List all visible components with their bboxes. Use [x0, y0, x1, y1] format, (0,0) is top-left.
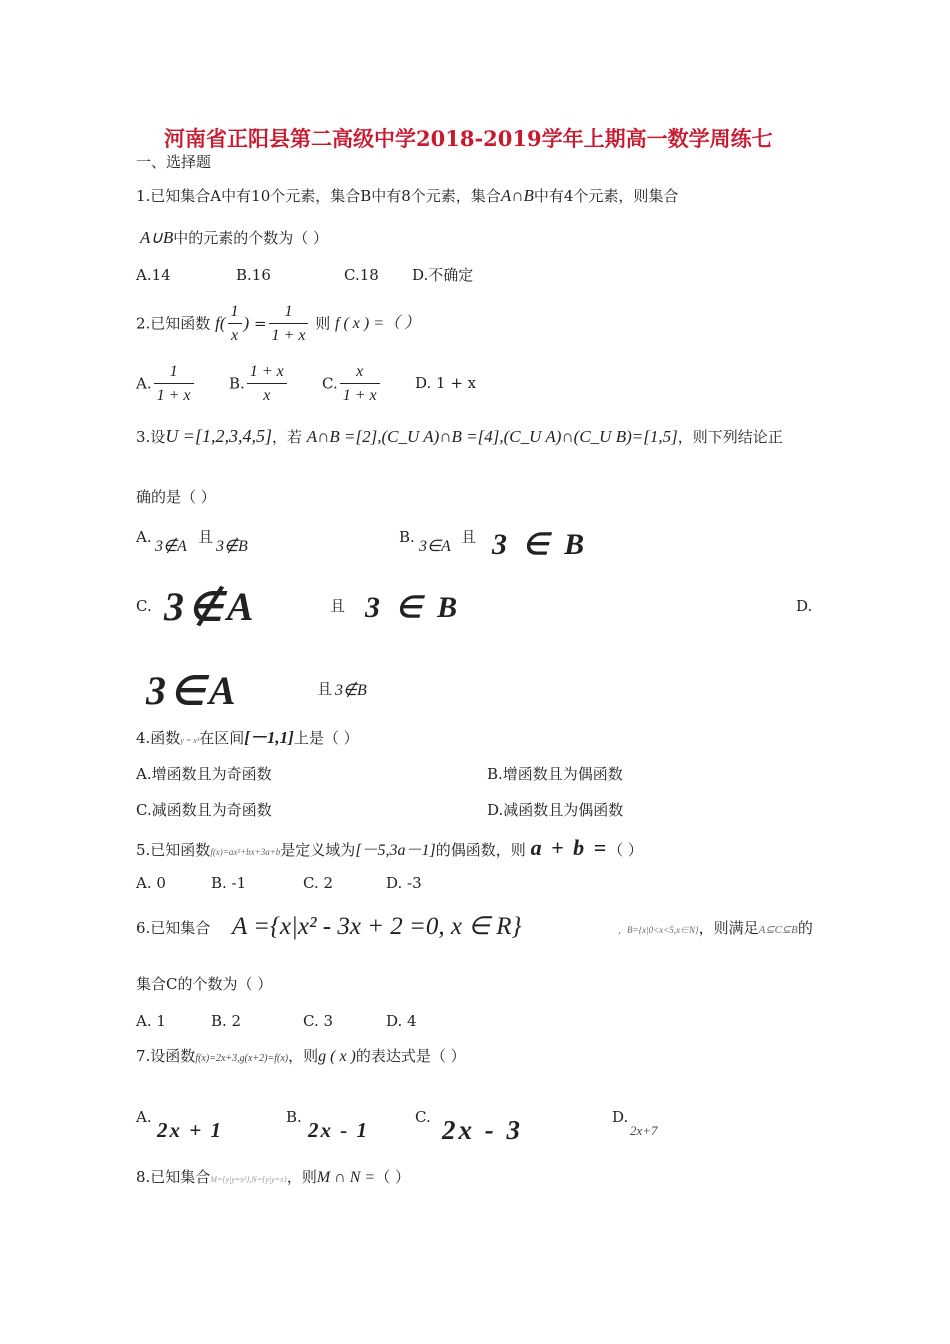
q5-option-b[interactable]: B. -1	[211, 874, 247, 892]
q3-universal-set: U =[1,2,3,4,5]	[165, 426, 272, 446]
q1-option-d[interactable]: D.不确定	[412, 266, 474, 284]
q1-text-b: 中有4个元素，则集合	[533, 187, 679, 205]
q6-relation: A⊆C⊆B	[758, 924, 798, 936]
question-7: 7.设函数f(x)=2x+3,g(x+2)=f(x)，则g ( x )的表达式是（ ）	[136, 1047, 466, 1065]
q5-function: f(x)=ax²+bx+3a+b	[210, 847, 281, 857]
q2-option-a[interactable]: A. $\frac{1}{1 + x}$	[136, 362, 196, 405]
q7-a-expr: 2x + 1	[157, 1118, 223, 1142]
q2-option-c[interactable]: C. $\frac{x}{1 + x}$	[322, 362, 382, 405]
q7-option-c[interactable]: C.	[415, 1108, 431, 1126]
q4-function: y = x³	[180, 736, 200, 745]
q7-d-expr: 2x+7	[630, 1123, 658, 1138]
q3-option-c[interactable]: C.	[136, 597, 152, 615]
question-8: 8.已知集合M={y|y=x²},N={y|y=x}，则M ∩ N =（ ）	[136, 1168, 410, 1186]
q3-b-term1: 3∈A	[419, 538, 451, 555]
question-1-line-1	[136, 186, 678, 206]
q6-option-a[interactable]: A. 1	[136, 1012, 166, 1030]
q5-option-a[interactable]: A. 0	[136, 874, 166, 892]
q3-conditions: A∩B =[2],(C_U A)∩B =[4],(C_U A)∩(C_U B)=[1,5]	[306, 427, 678, 446]
q7-function: f(x)=2x+3,g(x+2)=f(x)	[195, 1053, 289, 1064]
q6-option-b[interactable]: B. 2	[211, 1012, 242, 1030]
question-6-line-2: 集合C的个数为（ ）	[136, 975, 273, 993]
q3-d-term2: 3∉B	[335, 682, 367, 699]
q3-option-a[interactable]: A.	[136, 528, 152, 546]
question-5: 5.已知函数f(x)=ax²+bx+3a+b是定义域为[－5,3a－1]的偶函数，则 a + b =（ ）	[136, 835, 643, 860]
q4-option-d[interactable]: D.减函数且为偶函数	[487, 801, 624, 819]
question-6-line-1: 6.已知集合	[136, 919, 211, 937]
page-title: 河南省正阳县第二高级中学2018-2019学年上期高一数学周练七	[164, 126, 773, 151]
q7-b-expr: 2x - 1	[308, 1118, 369, 1142]
q1-intersection: A∩B	[500, 186, 534, 205]
q4-option-a[interactable]: A.增函数且为奇函数	[136, 765, 272, 783]
q7-gx: g ( x )	[318, 1048, 356, 1065]
q1-union: A∪B	[140, 228, 174, 247]
q6-option-d[interactable]: D. 4	[386, 1012, 417, 1030]
q4-option-b[interactable]: B.增函数且为偶函数	[487, 765, 623, 783]
q7-option-b[interactable]: B.	[286, 1108, 302, 1126]
q3-c-term2: 3 ∈ B	[365, 591, 462, 624]
section-heading: 一、选择题	[136, 153, 212, 171]
question-1-line-2	[140, 228, 328, 248]
q5-option-c[interactable]: C. 2	[303, 874, 334, 892]
q2-equals: =	[253, 314, 267, 333]
q3-a-term2: 3∉B	[216, 538, 248, 555]
q3-b-and: 且	[461, 528, 477, 546]
q3-d-and: 且	[317, 680, 333, 698]
q3-d-term1: 3∈A	[146, 668, 240, 713]
q7-c-expr: 2x - 3	[442, 1115, 523, 1145]
q3-c-and: 且	[330, 597, 346, 615]
q6-option-c[interactable]: C. 3	[303, 1012, 334, 1030]
question-2: 2.已知函数 f( $\frac{1}{x}$ ) = $\frac{1}{1 + x}$ 则 f ( x ) =（ ）	[136, 303, 421, 345]
q1-option-c[interactable]: C.18	[344, 266, 379, 284]
q2-f: f	[215, 313, 220, 333]
q4-interval: [－1,1]	[244, 728, 294, 747]
q1-text: 1.已知集合A中有10个元素，集合B中有8个元素，集合	[136, 187, 501, 205]
question-3-line-1: 3.设U =[1,2,3,4,5]，若 A∩B =[2],(C_U A)∩B =[4],(C_U A)∩(C_U B)=[1,5]，则下列结论正	[136, 426, 783, 446]
q5-domain: [－5,3a－1]	[355, 842, 436, 859]
q7-option-a[interactable]: A.	[136, 1108, 152, 1126]
q8-expr: M ∩ N =	[316, 1169, 376, 1186]
q4-option-c[interactable]: C.减函数且为奇函数	[136, 801, 272, 819]
q2-prefix: 2.已知函数	[136, 314, 211, 333]
q5-expr: a + b =	[530, 835, 609, 860]
q3-option-d[interactable]: D.	[796, 597, 813, 615]
q8-sets: M={y|y=x²},N={y|y=x}	[210, 1175, 287, 1184]
q7-option-d[interactable]: D.	[612, 1108, 629, 1126]
q3-a-term1: 3∉A	[155, 538, 187, 555]
q3-a-and: 且	[198, 528, 214, 546]
q6-rest: ，B={x|0<x<5,x∈N}，则满足A⊆C⊆B的	[618, 919, 813, 937]
q2-fraction-1-over-x: $\frac{1}{x}$	[228, 302, 242, 345]
q5-option-d[interactable]: D. -3	[386, 874, 422, 892]
q1-option-a[interactable]: A.14	[136, 266, 171, 284]
question-3-line-2: 确的是（ ）	[136, 488, 216, 506]
q2-option-b[interactable]: B. $\frac{1 + x}{x}$	[229, 362, 289, 405]
q3-c-term1: 3∉A	[164, 584, 258, 629]
q2-option-d[interactable]: D. 1 + x	[415, 374, 477, 392]
q1-option-b[interactable]: B.16	[236, 266, 271, 284]
q3-option-b[interactable]: B.	[399, 528, 415, 546]
q2-fx: f ( x ) =（ ）	[335, 315, 421, 333]
q6-set-a: A ={x|x² - 3x + 2 =0, x ∈ R}	[232, 913, 522, 940]
question-4: 4.函数y = x³在区间[－1,1]上是（ ）	[136, 728, 359, 747]
q3-b-term2: 3 ∈ B	[492, 528, 589, 561]
q2-then: 则	[315, 314, 331, 333]
q1-text-c: 中的元素的个数为（ ）	[173, 229, 328, 247]
q2-fraction-rhs: $\frac{1}{1 + x}$	[269, 302, 309, 345]
q6-set-b: ，B={x|0<x<5,x∈N}	[618, 925, 699, 935]
